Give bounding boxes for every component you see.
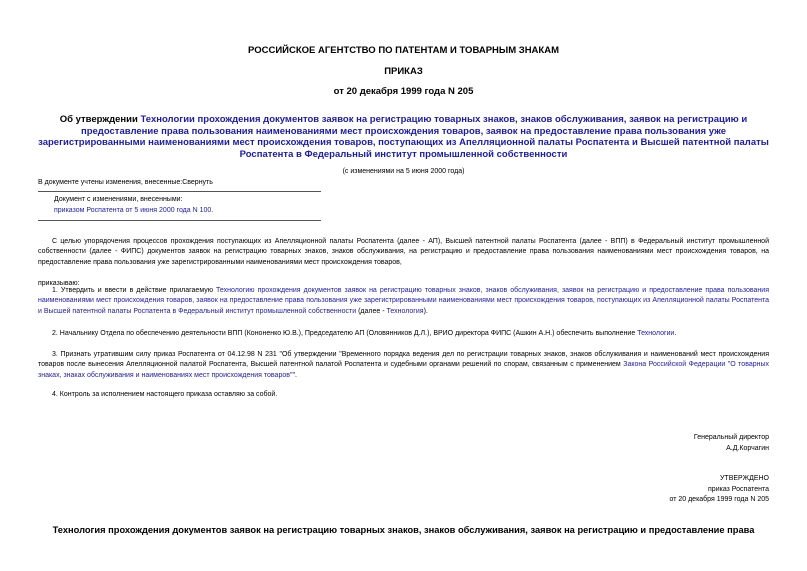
document-type: ПРИКАЗ xyxy=(384,66,423,77)
item-1-link[interactable]: Технологию прохождения документов заявок на регистрацию товарных знаков, знаков обслуживания, заявок на регистрацию и предоставление права пользования наименованиями мест происхождения товаров, заявок на предоставление права пользования уже зарегистрированными наименованиями мест происхождения товаров, поступающих из Апелляционной палаты Роспатента и Высшей патентной палаты Роспатента в Федеральный институт промышленной собственности xyxy=(38,287,769,315)
signature-block xyxy=(694,433,769,454)
item-3 xyxy=(38,350,769,381)
technology-title: Технология прохождения документов заявок на регистрацию товарных знаков, знаков обслуживания, заявок на регистрацию и предоставление права xyxy=(52,525,755,535)
approval-line-1: УТВЕРЖДЕНО xyxy=(719,475,769,482)
changes-box-label: Документ с изменениями, внесенными: xyxy=(54,196,183,203)
approval-line-3: от 20 декабря 1999 года N 205 xyxy=(669,496,769,503)
item-1 xyxy=(38,286,769,317)
item-2 xyxy=(38,329,769,339)
item-1-technology-link[interactable]: Технология xyxy=(386,307,424,315)
changes-intro[interactable]: В документе учтены изменения, внесенные:Свернуть xyxy=(38,179,213,186)
amendment-note: (с изменениями на 5 июня 2000 года) xyxy=(342,168,465,175)
item-3-end: ". xyxy=(292,371,297,379)
document-date: от 20 декабря 1999 года N 205 xyxy=(333,86,474,97)
title-prefix: Об утверждении xyxy=(59,114,141,125)
approval-line-2: приказ Роспатента xyxy=(708,485,769,493)
item-2-link[interactable]: Технологии xyxy=(637,330,675,337)
item-4: 4. Контроль за исполнением настоящего приказа оставляю за собой. xyxy=(52,391,278,398)
item-3-text: 3. Признать утратившим силу приказ Роспатента от 04.12.98 N 231 "Об утверждении "Временного порядка ведения дел по регистрации товарных знаков, знаков обслуживания и наименований мест происхождения товаров после вынесения Апелляционной палатой Роспатента, Высшей патентной палатой Роспатента и судебными органами решений по спорам, связанным с применением xyxy=(38,351,769,369)
title-link[interactable]: Технологии прохождения документов заявок на регистрацию товарных знаков, знаков обслуживания, заявок на регистрацию и предоставление права пользования наименованиями мест происхождения товаров, заявок на предоставление права пользования уже зарегистрированными наименованиями мест происхождения товаров, поступающих из Апелляционной палаты Роспатента и Высшей патентной палаты Роспатента в Федеральный институт промышленной собственности xyxy=(38,114,769,160)
item-1-suffix-b: ). xyxy=(423,307,428,315)
item-1-suffix-a: (далее - xyxy=(356,307,387,315)
item-2-end: . xyxy=(674,330,677,337)
item-1-prefix: 1. Утвердить и ввести в действие прилагаемую xyxy=(52,287,217,294)
approval-block xyxy=(669,474,769,506)
item-2-text: 2. Начальнику Отдела по обеспечению деятельности ВПП (Кононенко Ю.В.), Председателю АП (Оловянников Д.Л.), ВРИО директора ФИПС (Ашкин А.Н.) обеспечить выполнение xyxy=(52,330,638,337)
signer-position: Генеральный директор xyxy=(693,434,769,441)
divider-bottom xyxy=(38,220,321,221)
divider-top xyxy=(38,191,321,192)
page-title xyxy=(30,114,777,160)
agency-name: РОССИЙСКОЕ АГЕНТСТВО ПО ПАТЕНТАМ И ТОВАРНЫМ ЗНАКАМ xyxy=(248,45,559,56)
item-3-law-link[interactable]: Закона Российской Федерации "О товарных знаках, знаках обслуживания и наименованиях мест происхождения товаров" xyxy=(38,361,770,379)
signer-name: А.Д.Корчагин xyxy=(726,444,769,452)
changes-link[interactable]: приказом Роспатента от 5 июня 2000 года N 100. xyxy=(54,207,214,214)
order-word: приказываю: xyxy=(38,280,80,287)
preamble-paragraph: С целью упорядочения процессов прохождения поступающих из Апелляционной палаты Роспатента (далее - АП), Высшей патентной палаты Роспатента (далее - ВПП) в Федеральный институт промышленной собственности (далее - ФИПС) документов заявок на регистрацию товарных знаков, знаков обслуживания, на регистрацию и предоставление права пользования наименованиями мест происхождения товаров, на предоставление права пользования уже зарегистрированными наименованиями мест происхождения товаров, xyxy=(38,238,769,266)
